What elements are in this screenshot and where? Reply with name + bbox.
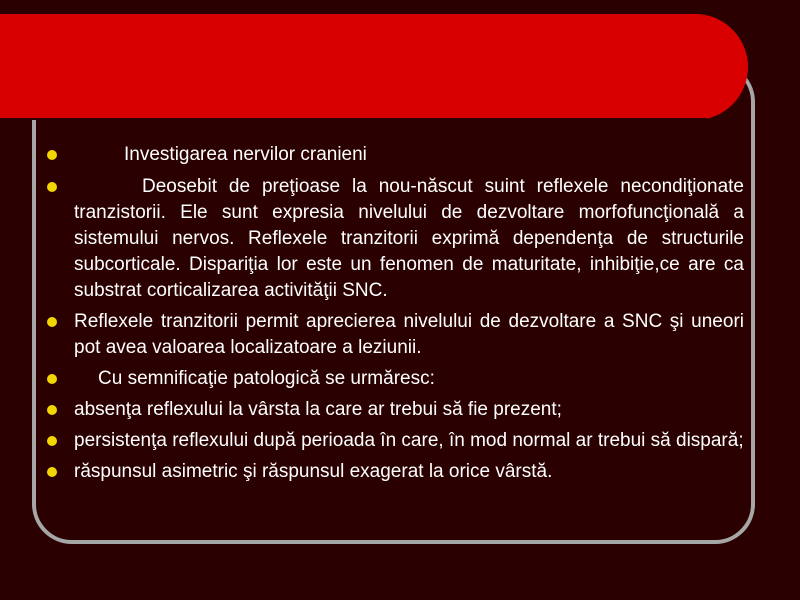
- bullet-dot-icon: [47, 374, 57, 384]
- list-item-text: Investigarea nervilor cranieni: [124, 144, 367, 165]
- bullet-list: [44, 142, 744, 490]
- title-bar: [0, 14, 748, 120]
- bullet-dot-icon: [47, 467, 57, 477]
- list-item: [44, 428, 744, 454]
- bullet-dot-icon: [47, 150, 57, 160]
- bullet-dot-icon: [47, 405, 57, 415]
- bullet-dot-icon: [47, 317, 57, 327]
- bullet-dot-icon: [47, 182, 57, 192]
- list-item-text: răspunsul asimetric şi răspunsul exagerat la orice vârstă.: [74, 461, 553, 482]
- list-item: [44, 142, 744, 168]
- list-item-text: Deosebit de preţioase la nou-născut suint reflexele necondiţionate tranzistorii. Ele sunt expresia nivelului de dezvoltare morfofuncţională a sistemului nervos. Reflexele tranzitorii exprimă dependenţa de structurile subcorticale. Dispariţia lor este un fenomen de maturitate, inhibiţie,ce are ca substrat corticalizarea activităţii SNC.: [74, 176, 744, 301]
- list-item-text: absenţa reflexului la vârsta la care ar trebui să fie prezent;: [74, 399, 562, 420]
- list-item-text: Reflexele tranzitorii permit aprecierea nivelului de dezvoltare a SNC şi uneori pot avea valoarea localizatoare a leziunii.: [74, 311, 744, 358]
- list-item: [44, 459, 744, 485]
- list-item: [44, 397, 744, 423]
- list-item-text: persistenţa reflexului după perioada în care, în mod normal ar trebui să dispară;: [74, 430, 744, 451]
- list-item: [44, 174, 744, 304]
- list-item: [44, 309, 744, 361]
- list-item: [44, 366, 744, 392]
- bullet-dot-icon: [47, 436, 57, 446]
- title-bar-divider: [0, 118, 707, 120]
- list-item-text: Cu semnificaţie patologică se urmăresc:: [98, 368, 435, 389]
